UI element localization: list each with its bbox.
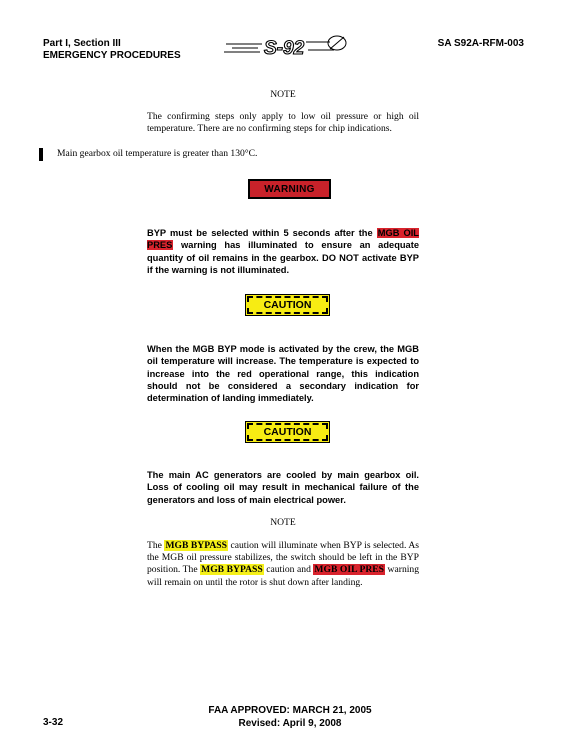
caution-label-text: CAUTION — [263, 426, 312, 438]
warning-label-text: WARNING — [264, 184, 315, 195]
note-text — [147, 540, 419, 589]
note-text-part: The — [147, 540, 165, 551]
logo-text: S-92 — [264, 38, 305, 59]
mgb-oil-pres-highlight: MGB OIL PRES — [147, 228, 419, 251]
caution-label-text: CAUTION — [263, 299, 312, 311]
revised-date: Revised: April 9, 2008 — [238, 718, 342, 729]
mgb-bypass-highlight: MGB BYPASS — [201, 564, 263, 576]
note-text-part: warning will remain on until the rotor is shut down after landing. — [147, 564, 419, 588]
note-text-part: caution will illuminate when BYP is selected. As the MGB oil pressure stabilizes, the switch should be left in the BYP position. The — [147, 540, 420, 576]
faa-approved: FAA APPROVED: MARCH 21, 2005 — [208, 705, 372, 716]
condition-text: Main gearbox oil temperature is greater than 130°C. — [57, 148, 258, 159]
warning-label — [248, 179, 331, 199]
caution-text: When the MGB BYP mode is activated by the crew, the MGB oil temperature will increase. The temperature is expected to increase into the red operational range, this indication should not be considered a secondary indication for determination of landing immediately. — [147, 344, 419, 404]
header-section-title — [43, 38, 181, 62]
s92-logo — [222, 32, 352, 62]
mgb-bypass-highlight: MGB BYPASS — [165, 540, 227, 551]
caution-label — [245, 294, 330, 316]
note-label: NOTE — [270, 89, 296, 100]
doc-id: SA S92A-RFM-003 — [437, 38, 524, 49]
warning-text-after: warning has illuminated to ensure an adequate quantity of oil remains in the gearbox. DO NOT activate BYP if the warning is not illuminated. — [147, 240, 419, 275]
caution-label — [245, 421, 330, 443]
change-bar — [39, 148, 43, 161]
note-label: NOTE — [270, 517, 296, 528]
note-text-part: caution and — [263, 564, 314, 576]
caution-text: The main AC generators are cooled by main gearbox oil. Loss of cooling oil may result in mechanical failure of the generators and loss of main electrical power. — [147, 470, 419, 505]
warning-text-before: BYP must be selected within 5 seconds after the — [147, 228, 377, 238]
page-number: 3-32 — [43, 717, 64, 728]
section-line-2: EMERGENCY PROCEDURES — [43, 50, 181, 61]
warning-text — [147, 227, 419, 276]
section-line-1: Part I, Section III — [43, 38, 121, 49]
note-text: The confirming steps only apply to low oil pressure or high oil temperature. There are no confirming steps for chip indications. — [147, 111, 419, 135]
mgb-oil-pres-highlight: MGB OIL PRES — [314, 564, 385, 576]
